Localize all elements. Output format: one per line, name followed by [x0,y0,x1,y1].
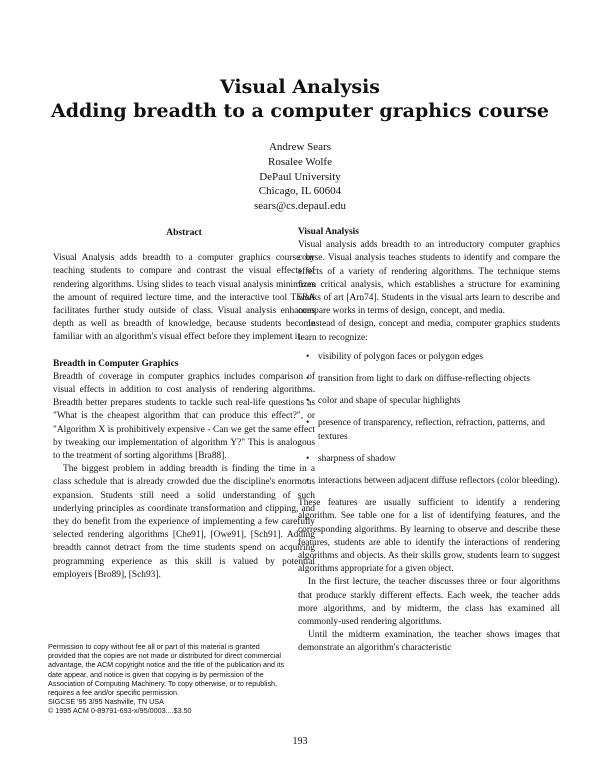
permission-text: Permission to copy without fee all or part of this material is granted provided that the copies are not made or distributed for direct commercial advantage, the ACM copyright notice and the title of the publication and its date appear, and notice is given that copying is by permission of the Association of Computing Machinery. To copy otherwise, or to republish, requires a fee and/or specific permission. [48,642,285,698]
list-item: • presence of transparency, reflection, refraction, patterns, and textures [318,417,560,443]
visual-analysis-heading: Visual Analysis [298,227,359,237]
list-item: • sharpness of shadow [318,453,560,466]
left-column [53,226,315,582]
visual-analysis-paragraph-2: Instead of design, concept and media, computer graphics students learn to recognize: [298,319,560,343]
visual-analysis-paragraph-5: Until the midterm examination, the teacher shows images that demonstrate an algorithm's characteristic [298,630,560,654]
paper-subtitle: Adding breadth to a computer graphics course [50,100,549,122]
permission-notice [48,642,288,716]
breadth-heading: Breadth in Computer Graphics [53,358,179,369]
paper-title: Visual Analysis [219,76,380,98]
visual-analysis-paragraph-1: Visual analysis adds breadth to an introductory computer graphics course. Visual analysis teaches students to identify and compare the effects of a variety of rendering algorithms. The technique stems from critical analysis, which establishes a structure for examining works of art [Arn74]. Students in the visual arts learn to describe and compare works in terms of design, concept, and media. [298,240,560,317]
list-item: • interactions between adjacent diffuse reflectors (color bleeding). [318,475,560,488]
abstract-heading: Abstract [166,227,202,238]
breadth-paragraph-1: Breadth of coverage in computer graphics includes comparison of visual effects in addition to cost analysis of rendering algorithms. Breadth better prepares students to tackle such real-life questions as "What is the cheapest algorithm that can produce this effect?", or "Algorithm X is prohibitively expensive - Can we get the same effect by tweaking our implementation of algorithm Y?" This is analogous to the treatment of sorting algorithms [Bra88]. [53,371,315,462]
email: sears@cs.depaul.edu [254,200,346,213]
abstract-text: Visual Analysis adds breadth to a computer graphics course by teaching students to compare and contrast the visual effects of rendering algorithms. Using slides to teach visual analysis minimizes the amount of required lecture time, and the interactive tool TEBA facilitates further study outside of class. Visual analysis enhances depth as well as breadth of knowledge, because students become familiar with an algorithm's visual effect before they implement it. [53,253,315,343]
list-item: • visibility of polygon faces or polygon edges [318,351,560,364]
list-item: • color and shape of specular highlights [318,395,560,408]
right-column [298,226,560,656]
author-block [0,140,600,214]
breadth-paragraph-2: The biggest problem in adding breadth is finding the time in a class schedule that is already crowded due the discipline's enormous expansion. Students still need a solid understanding of such underlying principles as coordinate transformation and clipping, and they do benefit from the experience of implementing a few carefully selected rendering algorithms [Che91], [Owe91], [Sch91]. Adding breadth cannot detract from the time students spend on acquiring programming experience as this skill is valued by potential employers [Bro89], [Sch93]. [53,464,315,580]
address: Chicago, IL 60604 [258,185,342,198]
page-number: 193 [292,736,308,747]
visual-analysis-paragraph-3: These features are usually sufficient to identify a rendering algorithm. See table one for a list of identifying features, and the corresponding algorithms. By learning to observe and describe these features, students are able to identify the interactions of rendering algorithms and objects. As their skills grow, students learn to suggest algorithms appropriate for a given object. [298,498,560,575]
author-name-2: Rosalee Wolfe [268,155,332,168]
list-item: • transition from light to dark on diffuse-reflecting objects [318,373,560,386]
visual-analysis-paragraph-4: In the first lecture, the teacher discusses three or four algorithms that produce starkly different effects. Each week, the teacher adds more algorithms, and by midterm, the class has examined all commonly-used rendering algorithms. [298,577,560,628]
affiliation: DePaul University [259,170,341,183]
author-name-1: Andrew Sears [268,141,331,153]
feature-list [298,351,560,488]
venue-line: SIGCSE '95 3/95 Nashville, TN USA [48,697,164,707]
copyright-line: © 1995 ACM 0-89791-693-x/95/0003....$3.50 [48,706,192,716]
